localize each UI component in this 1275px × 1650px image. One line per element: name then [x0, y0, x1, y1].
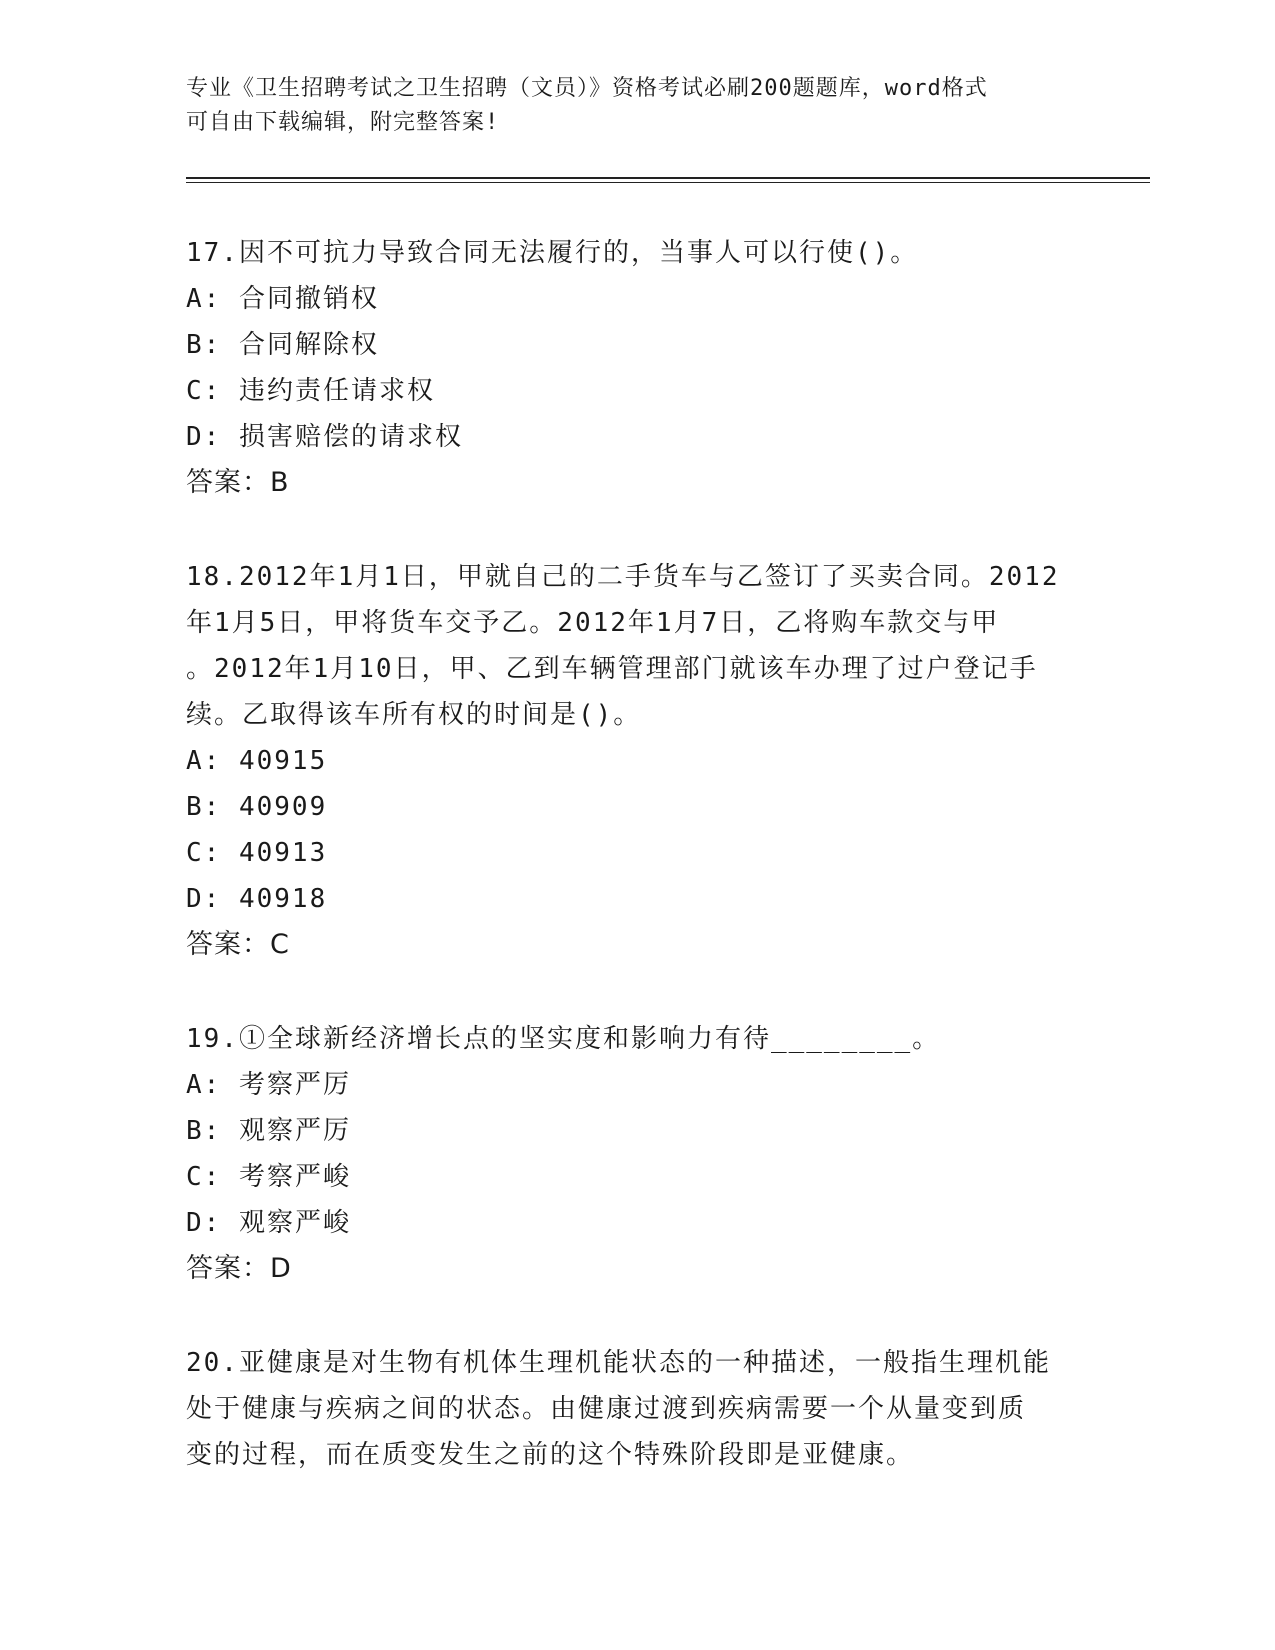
question-19 — [186, 1016, 1086, 1292]
option-d: D: 观察严峻 — [186, 1208, 351, 1238]
question-stem-line-2: 处于健康与疾病之间的状态。由健康过渡到疾病需要一个从量变到质 — [186, 1394, 1027, 1424]
option-b: B: 40909 — [186, 792, 328, 822]
answer: 答案：C — [186, 929, 290, 960]
option-b: B: 观察严厉 — [186, 1116, 351, 1146]
header-line-2: 可自由下载编辑，附完整答案! — [186, 110, 500, 135]
option-d: D: 40918 — [186, 884, 328, 914]
question-stem-line-1: 18.2012年1月1日，甲就自己的二手货车与乙签订了买卖合同。2012 — [186, 562, 1060, 592]
question-18 — [186, 554, 1086, 968]
question-stem: 19.①全球新经济增长点的坚实度和影响力有待________。 — [186, 1024, 941, 1054]
question-stem-line-3: 变的过程，而在质变发生之前的这个特殊阶段即是亚健康。 — [186, 1440, 915, 1470]
answer: 答案：B — [186, 467, 290, 498]
question-stem-line-3: 。2012年1月10日，甲、乙到车辆管理部门就该车办理了过户登记手 — [186, 654, 1038, 684]
question-17 — [186, 230, 1086, 506]
option-a: A: 40915 — [186, 746, 328, 776]
header-divider — [186, 177, 1150, 181]
question-stem-line-2: 年1月5日，甲将货车交予乙。2012年1月7日，乙将购车款交与甲 — [186, 608, 1000, 638]
option-a: A: 合同撤销权 — [186, 284, 379, 314]
question-stem: 17.因不可抗力导致合同无法履行的，当事人可以行使()。 — [186, 238, 919, 268]
option-c: C: 违约责任请求权 — [186, 376, 435, 406]
header-line-1: 专业《卫生招聘考试之卫生招聘（文员）》资格考试必刷200题题库，word格式 — [186, 76, 988, 101]
answer: 答案：D — [186, 1253, 292, 1284]
option-c: C: 考察严峻 — [186, 1162, 351, 1192]
question-list — [186, 230, 1086, 1526]
question-20 — [186, 1340, 1086, 1478]
option-d: D: 损害赔偿的请求权 — [186, 422, 463, 452]
question-stem-line-1: 20.亚健康是对生物有机体生理机能状态的一种描述，一般指生理机能 — [186, 1348, 1051, 1378]
option-a: A: 考察严厉 — [186, 1070, 351, 1100]
page-header — [186, 72, 1086, 140]
question-stem-line-4: 续。乙取得该车所有权的时间是()。 — [186, 700, 642, 730]
option-b: B: 合同解除权 — [186, 330, 379, 360]
option-c: C: 40913 — [186, 838, 328, 868]
